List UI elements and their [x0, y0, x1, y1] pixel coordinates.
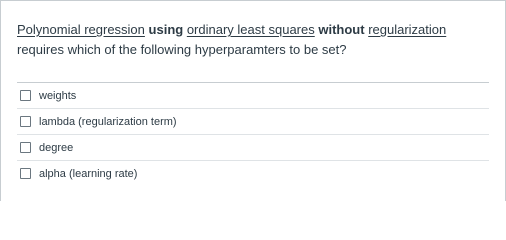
question-link-ordinary-least-squares[interactable]: ordinary least squares	[186, 22, 315, 37]
answer-list	[17, 82, 489, 186]
answer-option-lambda[interactable]	[17, 109, 489, 135]
question-link-polynomial-regression[interactable]: Polynomial regression	[17, 22, 145, 37]
answer-option-weights[interactable]	[17, 83, 489, 109]
question-text	[17, 20, 487, 60]
question-bold-using: using	[148, 22, 184, 37]
answer-label: weights	[39, 89, 77, 102]
answer-checkbox[interactable]	[20, 116, 31, 127]
answer-label: alpha (learning rate)	[39, 167, 138, 180]
answer-label: degree	[39, 141, 74, 154]
answer-checkbox[interactable]	[20, 142, 31, 153]
question-link-regularization[interactable]: regularization	[368, 22, 447, 37]
answer-option-alpha[interactable]	[17, 161, 489, 186]
answer-option-degree[interactable]	[17, 135, 489, 161]
answer-label: lambda (regularization term)	[39, 115, 177, 128]
answer-checkbox[interactable]	[20, 168, 31, 179]
question-text-remainder: requires which of the following hyperparamters to be set?	[17, 42, 347, 57]
question-bold-without: without	[318, 22, 365, 37]
answer-checkbox[interactable]	[20, 90, 31, 101]
